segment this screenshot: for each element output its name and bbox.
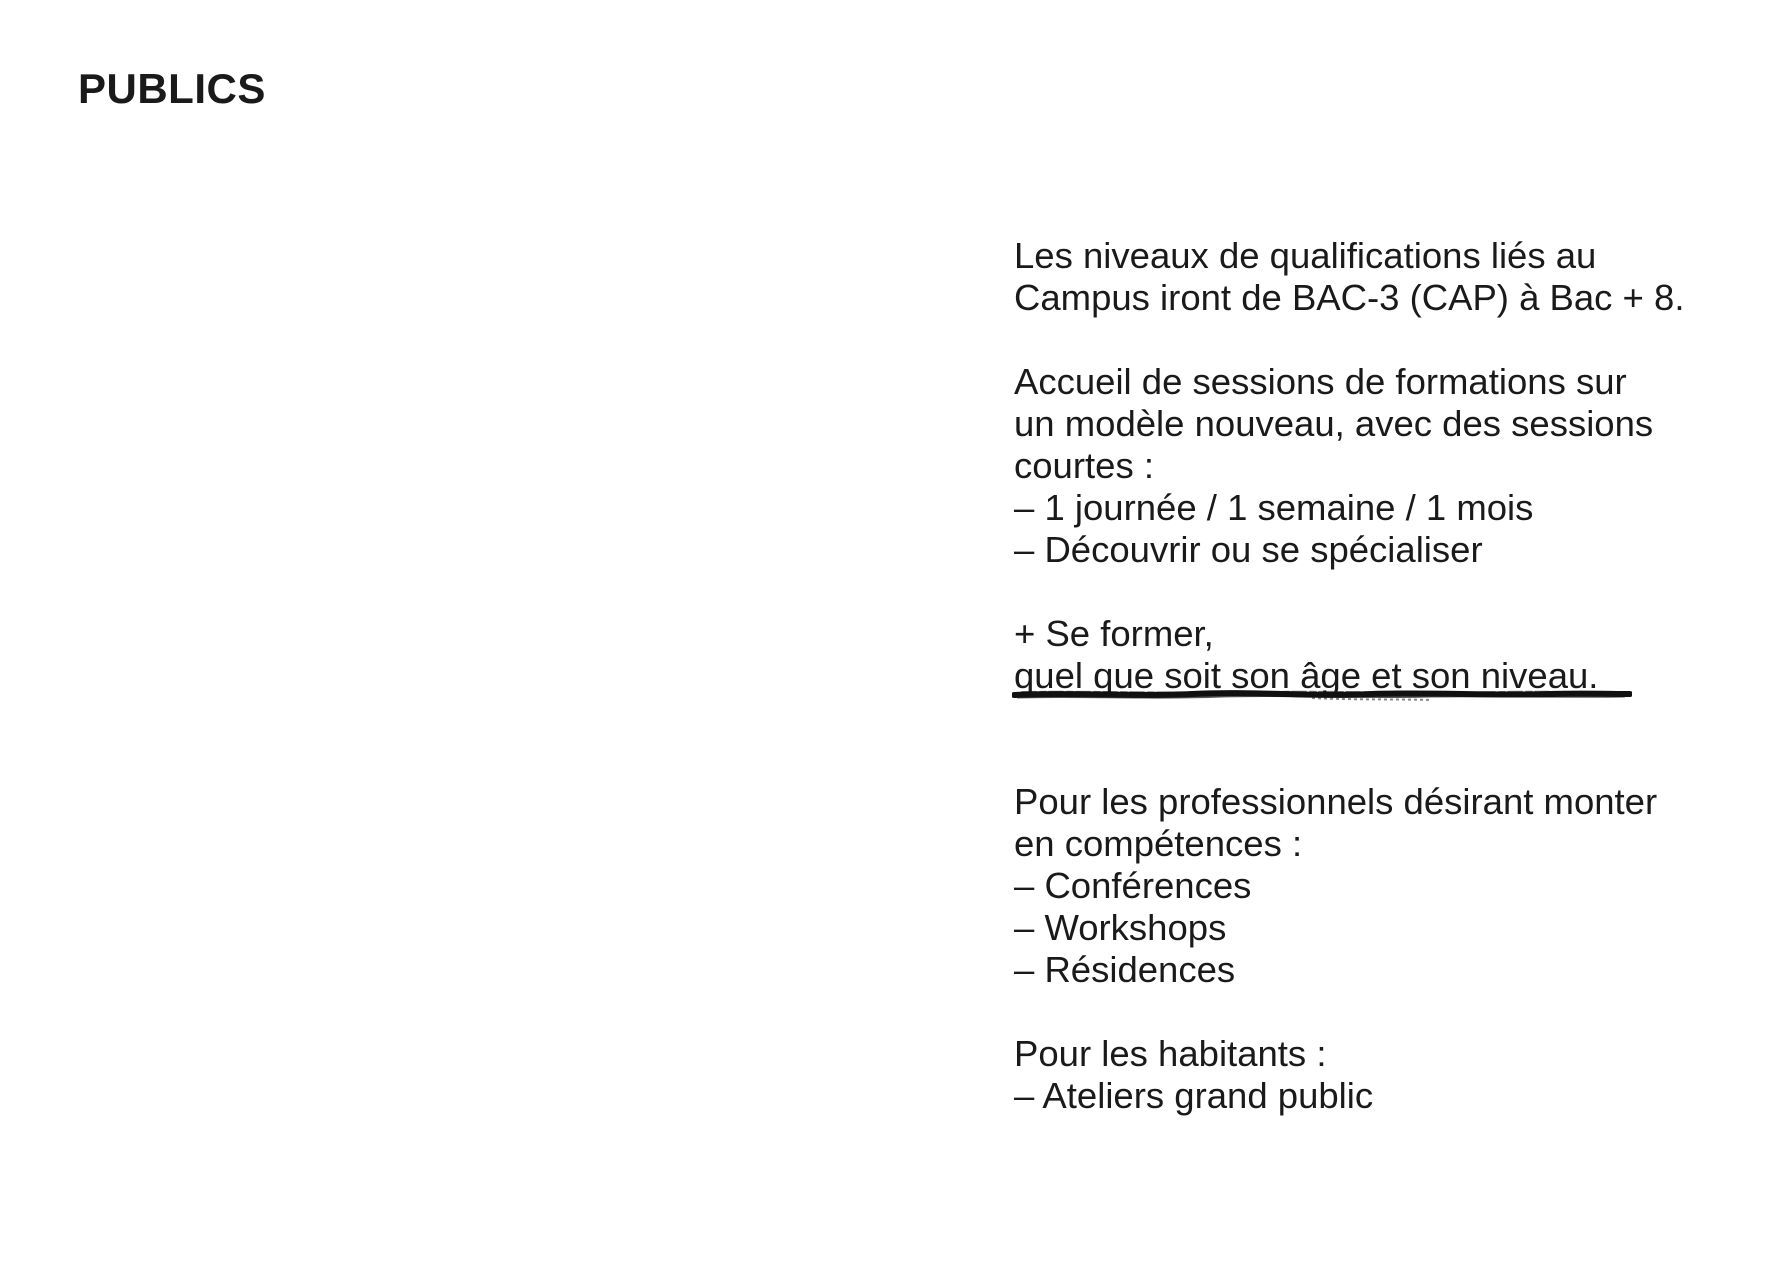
text-line: Accueil de sessions de formations sur <box>1014 361 1627 402</box>
highlighted-statement <box>1014 655 1598 697</box>
list-item: – Découvrir ou se spécialiser <box>1014 529 1483 570</box>
list-item: – Workshops <box>1014 907 1227 948</box>
list-item: – Ateliers grand public <box>1014 1075 1374 1116</box>
se-former-paragraph <box>1014 613 1754 697</box>
text-line: Pour les habitants : <box>1014 1033 1327 1074</box>
text-line: Campus iront de BAC-3 (CAP) à Bac + 8. <box>1014 277 1685 318</box>
text-line: un modèle nouveau, avec des sessions <box>1014 403 1654 444</box>
list-item: – Conférences <box>1014 865 1252 906</box>
text-line: Les niveaux de qualifications liés au <box>1014 235 1597 276</box>
page-title: PUBLICS <box>78 65 266 112</box>
list-item: – 1 journée / 1 semaine / 1 mois <box>1014 487 1534 528</box>
paragraph-gap <box>1014 991 1754 1033</box>
qualifications-paragraph <box>1014 235 1754 319</box>
paragraph-gap <box>1014 697 1754 781</box>
text-line: + Se former, <box>1014 613 1214 654</box>
underlined-line-wrapper <box>1014 655 1754 697</box>
paragraph-gap <box>1014 571 1754 613</box>
list-item: – Résidences <box>1014 949 1236 990</box>
text-line: Pour les professionnels désirant monter <box>1014 781 1658 822</box>
text-line: en compétences : <box>1014 823 1303 864</box>
text-line: courtes : <box>1014 445 1154 486</box>
text-line: quel que soit son âge et son niveau. <box>1014 655 1599 696</box>
paragraph-gap <box>1014 319 1754 361</box>
habitants-paragraph <box>1014 1033 1754 1117</box>
sessions-paragraph <box>1014 361 1754 571</box>
professionnels-paragraph <box>1014 781 1754 991</box>
main-text-column <box>1014 235 1754 1117</box>
